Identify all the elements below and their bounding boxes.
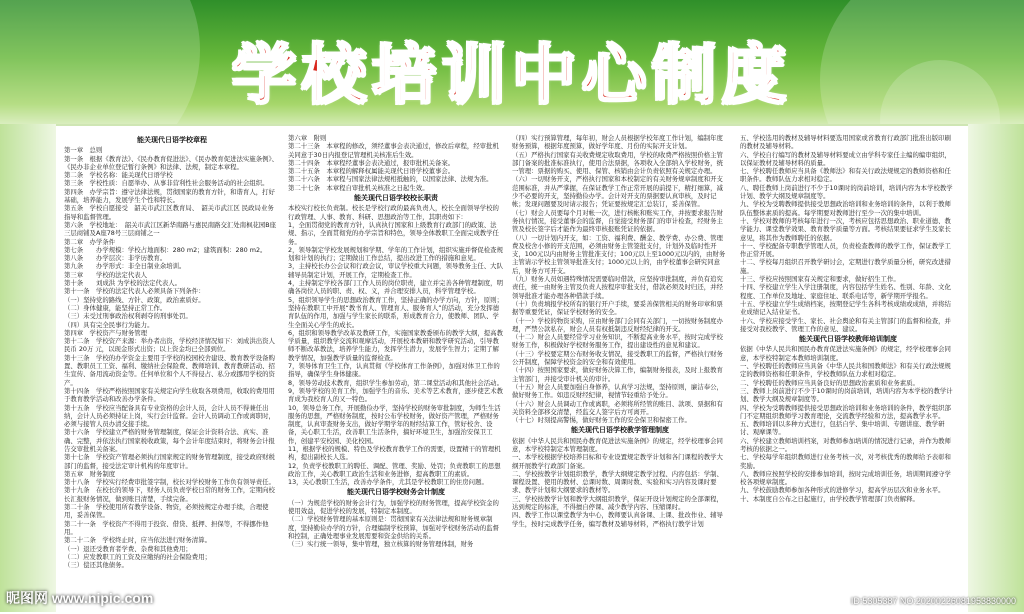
text-column-2 [288, 134, 504, 614]
paragraph: 11，根据学校的规模、特色及学校教育教学工作的需要，设置精干的管理机构，提出副校长人选。 [288, 444, 501, 462]
paragraph: （三）偿还其他债务。 [64, 561, 128, 570]
paragraph: 第十三条 学校的办学资金主要用于学校的校园校舍建设、教育教学设备购置、教职员工工资、福利、缴纳社会保险费、教师培训、教育教研活动、招生宣传、备用流动资金等。任何单位和个人不得侵占、私分或挪用学校的资产。 [64, 353, 275, 387]
paragraph: 五、学校选用的教材及辅导材料要选用国家或省教育行政部门批准出版印刷的教材及辅导材料。 [740, 134, 951, 151]
paragraph: 第三章 学校的法定代表人 [64, 270, 148, 279]
paragraph: 第十五条 学校应当配备具有专业资格的会计人员，会计人员不得兼任出纳，会计人员必须持证上岗，实行会计监督。会计人员调动工作或离职时，必须与接管人员办清交接手续。 [64, 403, 275, 429]
paragraph: 七、学校每学年组织教师进行业务考核一次，对考核优秀的教师给予表彰和奖励。 [740, 453, 951, 470]
paragraph: （四）实行预算管理，每年初，财会人员根据学校年度工作计划，编制年度财务预算，根据年度预算，做好学年度、月份的实际开支计划。 [512, 134, 723, 151]
paragraph: 九、学校为受聘教师提供接受思想政治培训和业务培训的条件，以利于教师队伍整体素质的提高。每学期要对教师进行至少一次的集中培训。 [740, 200, 951, 217]
paragraph: （三）未受过刑事政治权利剥夺的刑事处罚。 [64, 312, 192, 321]
paragraph: （十五）财会人员要加强自身修养，认真学习法规，坚持原则，廉洁奉公，做好财务工作。如违反财经纪律，视情节轻重给予处分。 [512, 382, 723, 400]
paragraph: 10，领导总务工作，开展勤俭办学，坚持学校的财务审批制度，为师生生活服务的思想，严格财务制度，按时公布学校财务，做好资产管理，严格财务制度，认真审查财务支出，做好学期学年的财经结算工作，管好校舍、设备，关心职工生活，改善职工生活条件，搞好环境卫生，加强治安保卫工作，创建平安校园、美化校园。 [288, 403, 501, 445]
paragraph: 二、学校聘任的教师应当具备良好的思想政治素质和业务素质。 [740, 378, 919, 387]
paragraph: 五、教师培训以多种方式进行，包括自学、集中培训、专题讲座、教学研讨、观摩课等。 [740, 420, 945, 437]
paragraph: （二）身体健康，能坚持正常工作。 [64, 303, 167, 312]
paragraph: （十一）学校的物资采购，应由财务部门会同有关部门，一切按财务制度办理，严禁公款私存，财会人员有权抵制违反财经纪律的开支。 [512, 316, 723, 333]
paragraph: 一、学校聘任的教师应当具备《中华人民共和国教师法》和有关行政法规规定的教师资格和任职条件，学校教师队伍力求相对稳定。 [740, 362, 951, 379]
paragraph: 十五、学校建立学生成绩档案，按期登记学生各科考核成绩或成绩，并将结业成绩记入结业证书。 [740, 299, 951, 317]
paragraph: 第二十二条 学校终止时，应当依法进行财务清算。 [64, 536, 211, 545]
paragraph: 第二十五条 本章程的解释权属能关现代日语学校董事会。 [288, 167, 455, 176]
paragraph: 第二十一条 学校资产不得用于投资、借贷、抵押、担保等，不得挪作他用。 [64, 519, 269, 536]
paragraph: 第九条 办学形式：非全日制业余培训。 [64, 262, 186, 271]
paragraph: （四）具有完全民事行为能力。 [64, 320, 154, 329]
paragraph: 第二十四条 本章程经董事会表决通过，报审批机关备案。 [288, 158, 455, 167]
paragraph: 十六、学校应接受学生、家长、社会舆论和有关主管部门的监督和检查，并接受对我校教学、管理工作的意见、建议。 [740, 316, 951, 333]
paragraph: 第十条 刘成洪 为学校的法定代表人。 [64, 279, 182, 288]
paragraph: （九）财务人员如遇特殊情况需要临时借款，应坚持审批制度，并负有追究责任，统一由财务主管及负责人按程序审批支付，借款必须及时归还，并经领导批准才能办理各种借款手续。 [512, 275, 723, 300]
paragraph: 八、教师应按照学校的安排参加培训，按时完成培训任务，培训期间遵守学校各项规章制度。 [740, 469, 951, 487]
paragraph: 第六条 学校地址： 韶关市武江区新华南路与惠民南路交汇处南枫花园B座三层商铺及A座78号三层商铺之一 [64, 220, 277, 238]
paragraph: 十三、学校应按照国家有关规定和要求，做好招生工作。 [740, 275, 900, 284]
paragraph: （一）退还受教育者学费、杂费和其他费用； [64, 544, 192, 553]
paragraph: 依据《中华人民共和国民办教育促进法实施条例》的规定，经学校理事会同意，本学校特制定本管理制度。 [512, 436, 723, 453]
paragraph: 四、教学工作以课堂教学为中心，教师要认真备课、上课、批改作业、辅导学生，按时完成教学任务，编写教材及辅导材料，严格执行教学计划 [512, 511, 723, 528]
watermark-logo: 昵图网 www.nipic.com [6, 590, 154, 606]
paragraph: （八）一切计划内开支，如：工资、福利费、酬金、教学费、办公费、管理费及校舍小修的开支范围，必须由财务主管签批支付，计划外及临时性开支，100元以内由财务主管批准支付；100元以上至1000元以内的，由财务主管请示学校主管领导批准支付；1000元以上的，由学校董事会研究同意后，财务方可开支。 [512, 233, 726, 275]
paragraph: 六、学校自行编写的教材及辅导材料要成立由学科专家任主编的编审组织，以保证教材及辅导材料的质量。 [740, 150, 951, 167]
paragraph: 第五章 财务制度 [64, 469, 116, 478]
paragraph: 8，领导劳动技术教育，组织学生参加劳动，第二课堂活动和其他社会活动。 [288, 378, 503, 387]
paragraph: （五）严格执行国家有关收费规定收取费用，学校的收费严格按照价格主管部门备案的批准标准执行，使用合法票据，各项收入全部纳入学校财务，统一管理：票据的购买、使用、保管、核销由会计负责依照有关规定办理。 [512, 150, 723, 176]
paragraph: 十、学校对教师的考核每年进行一次，考核应包括思想政治、职业道德、教学能力、课堂教学效果、教育教学质量等方面。考核结果要征求学生及家长意见，将其作为教师聘任的依据。 [740, 216, 951, 242]
paragraph: 十一、学校配备专职教学管理人员，负责检查教师的教学工作，保证教学工作正常开展。 [740, 241, 951, 259]
paragraph: 十四、学校建立学生入学注册制度，内容包括学生姓名、性别、年龄、文化程度、工作单位及地址、家庭住址、联系电话等，新学期开学报名。 [740, 283, 951, 300]
paragraph: 第三条 学校性质：自愿举办、从事非营利性社会服务活动的社会组织。 [64, 179, 269, 188]
paragraph: 第二章 办学条件 [64, 237, 116, 246]
paragraph: （六）一切财务开支，严格执行国家和本校制定的有关财务规章制度和开支范围标准，并从严掌握，在保证教学工作正常开展的前提下，精打细算，减少不必要的开支，坚持勤俭办学。会计对开支的票据要认真审核，及时记帐；发现问题要及时请示报告；凭证要按规定汇总装订，妥善保管。 [512, 175, 723, 209]
section-heading: 能关现代日语学校财务会计制度 [347, 488, 445, 497]
paragraph: 第四条 办学宗旨：遵守法律法规，贯彻国家的教育方针，和谐育人，打好基础，培养能力，发展学生个性和特长。 [64, 187, 275, 205]
paragraph: 第二条 学校名称：能关现代日语学校 [64, 171, 173, 180]
text-column-3 [512, 134, 728, 614]
paragraph: 1，全面贯彻党的教育方针，认真执行国家和上级教育行政部门的政策、法规、指示，全面贯彻党的办学宗旨和特色，领导全体教职工全面完成教学任务。 [288, 220, 499, 246]
paragraph: 三、学校按教学计划和教学大纲组织教学，保证开设计划规定的全部课程，达到规定的标准，不得擅自停课、减少教学内容、压缩课时。 [512, 494, 723, 512]
paragraph: 第十九条 在校长的领导下，财务人员负责学校日常的财务工作，定期向校长汇报财务情况，做到账目清楚，手续完备。 [64, 486, 275, 503]
paragraph: 13，关心教职工生活，改善办学条件，尤其是学校教职工的住房问题。 [288, 478, 488, 487]
paragraph: （二）应发教职工的工资及应缴纳的社会保险费用； [64, 552, 211, 561]
paragraph: 第十八条 学校实行经费审批签字制，校长对学校财务工作负有领导责任。 [64, 478, 275, 487]
paragraph: 4，主持制定学校各部门工作人员的岗位职责，建立并完善各种管理制度，明确各岗位人员的职、责、权、义，并合理安排人员，科学管理学校。 [288, 279, 503, 296]
page-title: 学校培训中心制度 [232, 39, 792, 113]
paragraph: 第十一条 学校的法定代表人必须具备下列条件： [64, 287, 205, 296]
text-column-1 [64, 134, 280, 614]
paragraph: 九、学校鼓励教师参加各种形式的进修学习，提高学历层次和业务水平。 [740, 486, 945, 495]
paragraph: 四、学校为受聘教师提供接受思想政治培训和业务培训的条件，教学组织部门不定期组织教师学习教育理论，交流教学经验和方法，提高教学水平。 [740, 403, 951, 420]
section-heading: 能关现代日语学校教师培训制度 [799, 335, 897, 344]
paragraph: 6，组织和领导教学改革及教研工作，实施国家教委颁布的教学大纲，提高教学质量，组织教学交流和观摩活动，开展校本教研和教学研究活动，引导教师不断改革教法，培养学生能力，发挥学生潜力，发展学生智力；定期了解教学情况，加强教学质量的监督检查。 [288, 328, 503, 362]
paragraph: （十七）时刻提高警惕，做好财务工作的安全保卫和保密工作。 [512, 416, 691, 425]
paragraph: （十三）学校要定期公布财务收支情况，接受教职工的监督，严格执行财务公开制度，保障学校资金的安全和有效使用。 [512, 349, 723, 367]
content-panel [56, 124, 968, 614]
paragraph: 第二十六条 本章程与国家法律法规相抵触的，以国家法律、法规为准。 [288, 175, 493, 184]
paragraph: 三、教师上岗前进行不少于10课时的岗前培训，培训内容为本学校的教学计划、教学大纲及规章制度等。 [740, 386, 953, 404]
paragraph: （十二）财会人员要经常学习业务知识，不断提高业务水平，按时完成学校财务工作，积极做好学校财务服务工作，提出建设性的意见和建议。 [512, 333, 723, 350]
paragraph: 第二十七条 本章程自审批机关核准之日起生效。 [288, 183, 429, 192]
paragraph: （十六）财会人员调动工作或离职，必须将所经管的账目、款项、票据和有关资料全部移交清楚，经监交人签字后方可离开。 [512, 399, 723, 416]
paragraph: 第四章 学校资产与财务管理 [64, 328, 148, 337]
paragraph: （十四）按照国家要求，做好财务决算工作，编制财务报表，及时上报教育主管部门，并接受审计机关的审计。 [512, 366, 723, 383]
section-heading: 能关现代日语学校教学管理制度 [571, 426, 669, 435]
paragraph: 7，领导体育卫生工作，认真贯彻《学校体育工作条例》，加强对体卫工作的指导，确保学生身体健康。 [288, 362, 500, 379]
paragraph: （十）负责填报学校所有的银行开户手续，要妥善保管相关的财务印章和票据等重要凭证，保证学校财务的安全。 [512, 299, 723, 317]
header-banner [0, 0, 1024, 130]
paragraph: 第十二条 学校资产来源：举办者出资，学校经济情况如下：刘成洪出资人民币 20万 元，以现金形式出资；以上资金均已全部到位。 [64, 337, 275, 354]
paragraph: 第二十条 学校使用所有教学设备、物资，必须按规定办理手续，合理使用，妥善保管。 [64, 503, 269, 520]
paragraph: 第十四条 学校严格按照国家有关规定向学生收取各项费用，收取的费用用于教育教学活动和改善办学条件。 [64, 386, 275, 404]
paragraph: 12，负责学校教职工的聘任、调配、管理、奖励、处罚；负责教职工的思想政治工作，关心教职工政治生活和业务进修，提高教职工的素质。 [288, 461, 501, 478]
paragraph: 第一条 根据《教育法》、《民办教育促进法》、《民办教育促进法实施条例》、《民办非企业单位登记暂行条例》和法律、法规，制定本章程。 [64, 154, 279, 171]
paragraph: 二、学校按教学计划组织教学，教学大纲规定教学过程、内容包括：学制、课程设置、使用的教材、总课时数、周课时数、实验和实习内容及课时要求、教学计划和大纲要求的教材等。 [512, 469, 723, 495]
paragraph: （二）学校财务管理的基本原则是：贯彻国家有关法律法规和财务规章制度，坚持勤俭办学的方针，合理编制学校预算，加强对学校财务活动的监督和控制，正确处理事业发展需要和资金供给的关系。 [288, 515, 499, 540]
paragraph: （七）财会人员要每个月对帐一次，进行核帐和账实工作，并按要求报告财务执行情况，接受董事会的监督，自觉接受财务部门的审计检查，经财务主管及校长签字后才能作为最终审核报账凭证的依据。 [512, 208, 723, 234]
paragraph: 2，领导制定学校发展规划和学期、学年的工作计划，组织实施并督促检查规划和计划的执行；定期做出工作总结，提出改进工作的措施和意见。 [288, 245, 503, 263]
paragraph: 七、学校聘任教师应当具备《教师法》和有关行政法规规定的教师资格和任职条件。教师队伍力求相对稳定。 [740, 167, 951, 184]
paragraph: 八、聘任教师上岗前进行不少于10课时的岗前培训，培训内容为本学校教学计划、教学大纲及规章制度等。 [740, 183, 953, 201]
paragraph: 依据《中华人民共和国民办教育促进法实施条例》的规定，经学校理事会同意，本学校特制定本教师培训制度。 [740, 345, 951, 362]
paragraph: 第七条 办学规模：学校占地面积：280 m2；建筑面积：280 m2。 [64, 245, 267, 254]
paragraph: 六、学校建立教师培训档案，对教师参加培训的情况进行记录，并作为教师考核的依据之一。 [740, 436, 951, 453]
paragraph: 第二十三条 本章程的修改，须经董事会表决通过，修改后章程，经审批机关同意于30日内报登记管理机关核准后生效。 [288, 142, 499, 159]
section-heading: 能关现代日语学校校长职责 [354, 194, 438, 203]
right-decoration [968, 124, 1024, 612]
paragraph: 第五条 学校自愿接受 韶关市武江区教育局、 韶关市武江区 民政局业务指导和监督管理。 [64, 204, 274, 221]
text-column-4 [740, 134, 956, 614]
paragraph: 5，组织领导学生的思想政治教育工作，坚持正确的办学方向，方针，原则；坚持在教职工中开展“教书育人、管理育人、服务育人”的活动，充分发挥德育队伍的作用，加强与学生家长的联系，形成教育合力，使教师、团队、学生全面关心学生的成长。 [288, 295, 503, 329]
section-heading: 能关现代日语学校章程 [137, 136, 207, 144]
paragraph: 9，领导学校的美育工作，加强学生的音乐、美术等艺术教育，逐步使艺术教育成为我校育人的又一特色。 [288, 386, 503, 404]
paragraph: 3，主持校长办公会议和行政会议，审议学校重大问题，领导教务主任、大队辅导员制定计划，开展工作，定期检查工作。 [288, 262, 503, 279]
paragraph: 一、本学校根据学校培养目标和专业设置规定教学计划和各门课程的教学大纲开展教学行政部门备案。 [512, 453, 723, 470]
paragraph: 第八条 办学层次：非学历教育。 [64, 254, 167, 263]
paragraph: （三）实行统一领导，集中管理，独立核算的财务管理体制，财务 [288, 540, 474, 549]
paragraph: 第十七条 学校资产管理必须执行国家规定的财务管理制度，接受政府财税部门的监督，接受法定审计机构的年度审计。 [64, 453, 275, 470]
paragraph: 第六章 附则 [288, 134, 327, 142]
paragraph: 第一章 总则 [64, 146, 103, 155]
paragraph: （一）坚持党的路线、方针、政策，政治素质好。 [64, 295, 205, 304]
paragraph: （一）为规范学校的财务会计行为，加强学校的财务管理，提高学校资金的使用效益，促进学校的发展，特制定本制度。 [288, 498, 499, 516]
watermark-id: ID:5305387 NO:20200226081953830000 [850, 596, 1016, 606]
left-decoration [0, 124, 56, 612]
paragraph: 本校实行校长负责制。校长是学校行政的最高负责人，校长全面领导学校的行政管理、人事、教育、科研、思想政治等工作，其职责如下： [288, 204, 499, 221]
paragraph: 第十六条 学校建立严格的财务管理制度，保证会计资料合法、真实、准确、完整，并依法执行国家税收政策，每个会计年度结束时，将财务会计报告交审批机关备案。 [64, 428, 275, 453]
paragraph: 十二、学校每月组织召开教学研讨会，定期进行教学质量分析，研究改进措施。 [740, 258, 951, 275]
paragraph: 十、本制度自公布之日起施行，由学校教学管理部门负责解释。 [740, 494, 919, 503]
